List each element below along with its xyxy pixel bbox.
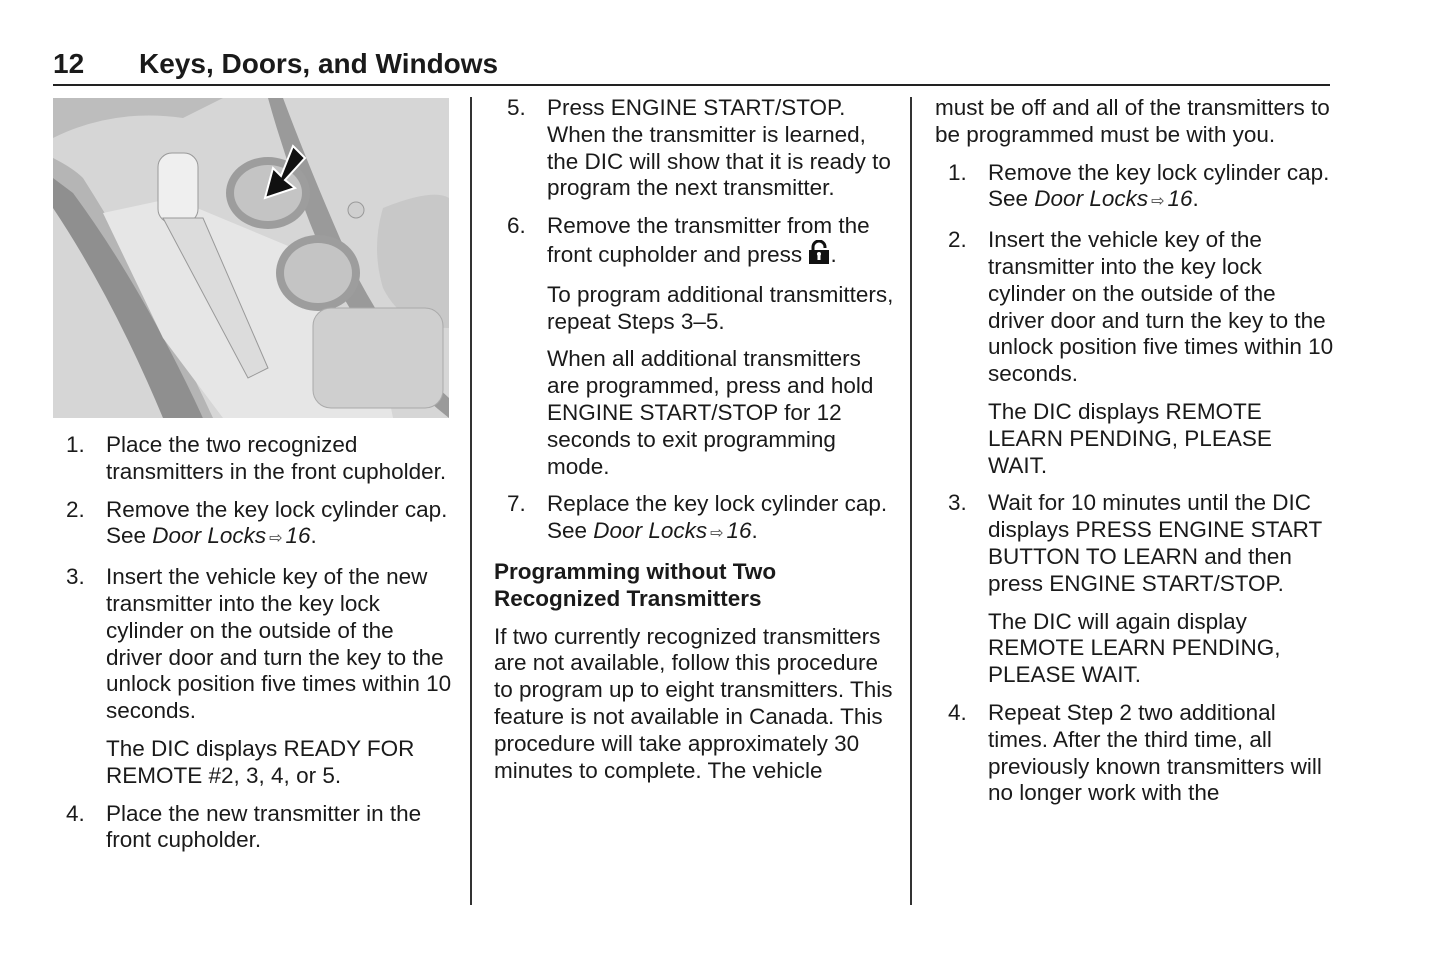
step-number: 1.	[948, 159, 967, 185]
unlock-icon	[808, 240, 830, 271]
page-reference-arrow-icon: ⇨	[710, 525, 724, 543]
step-text: Repeat Step 2 two additional times. After the third time, all previously known transmitters will no longer work with the	[988, 699, 1322, 806]
section-body: If two currently recognized transmitters are not available, follow this procedure to program up to eight transmitters. This feature is not available in Canada. This procedure will take approximately 30 minutes to complete. The vehicle	[494, 623, 893, 783]
step-number: 6.	[507, 213, 526, 239]
step-text: Place the new transmitter in the front cupholder.	[106, 800, 422, 853]
door-locks-link[interactable]: Door Locks	[1034, 186, 1149, 212]
punctuation: .	[1192, 186, 1199, 212]
step-1	[935, 160, 1335, 217]
column-divider	[470, 97, 472, 905]
step-3	[53, 564, 453, 725]
step-6-note-1: To program additional transmitters, repeat Steps 3–5.	[547, 281, 894, 334]
step-text: Place the two recognized transmitters in the front cupholder.	[106, 432, 447, 484]
section-heading: Programming without Two Recognized Transmitters	[494, 558, 777, 611]
column-divider	[910, 97, 912, 905]
step-text: Wait for 10 minutes until the DIC displays PRESS ENGINE START BUTTON TO LEARN and then press ENGINE START/STOP.	[988, 490, 1322, 596]
step-number: 2.	[948, 227, 967, 253]
step-text: Insert the vehicle key of the transmitter into the key lock cylinder on the outside of the driver door and turn the key to the unlock position five times within 10 seconds.	[988, 227, 1334, 387]
step-7	[494, 491, 894, 548]
step-3-note: The DIC displays READY FOR REMOTE #2, 3, 4, or 5.	[106, 735, 415, 788]
page-header	[53, 46, 1330, 86]
intro-text: must be off and all of the transmitters to be programmed must be with you.	[935, 95, 1330, 147]
step-number: 1.	[66, 432, 85, 457]
step-number: 5.	[507, 95, 526, 120]
step-3-note: The DIC will again display REMOTE LEARN PENDING, PLEASE WAIT.	[988, 608, 1281, 688]
step-text: Insert the vehicle key of the new transmitter into the key lock cylinder on the outside of the driver door and turn the key to the unlock position five times within 10 seconds.	[106, 564, 452, 724]
punctuation: .	[310, 523, 317, 549]
step-number: 4.	[66, 800, 85, 826]
step-6	[494, 213, 894, 271]
step-6-note-2: When all additional transmitters are programmed, press and hold ENGINE START/STOP for 12 seconds to exit programming mode.	[547, 346, 874, 479]
step-2	[53, 497, 453, 554]
section-title: Keys, Doors, and Windows	[139, 48, 499, 79]
step-number: 4.	[948, 699, 967, 725]
page-reference-arrow-icon: ⇨	[269, 530, 283, 548]
step-number: 3.	[66, 564, 85, 590]
step-number: 2.	[66, 496, 85, 522]
step-4	[53, 801, 453, 855]
punctuation: .	[830, 241, 837, 267]
page-reference[interactable]: 16	[285, 523, 311, 549]
page-reference[interactable]: 16	[1167, 186, 1193, 212]
step-3	[935, 490, 1335, 597]
page-reference[interactable]: 16	[726, 518, 752, 544]
step-text: Replace the key lock cylinder cap. See	[547, 491, 888, 544]
column-3	[935, 95, 1335, 818]
page-number: 12	[53, 48, 85, 79]
console-cupholder-illustration	[53, 98, 449, 418]
punctuation: .	[751, 518, 758, 544]
step-4	[935, 700, 1335, 807]
step-5	[494, 95, 894, 202]
column-1	[53, 432, 453, 865]
step-text: Remove the key lock cylinder cap. See	[106, 496, 448, 549]
page-reference-arrow-icon: ⇨	[1151, 193, 1165, 211]
step-text: Remove the key lock cylinder cap. See	[988, 159, 1330, 212]
step-2-note: The DIC displays REMOTE LEARN PENDING, PLEASE WAIT.	[988, 398, 1272, 478]
step-text: Press ENGINE START/STOP. When the transmitter is learned, the DIC will show that it is ready to program the next transmitter.	[547, 95, 891, 201]
column-2	[494, 95, 894, 795]
step-2	[935, 227, 1335, 388]
door-locks-link[interactable]: Door Locks	[152, 523, 267, 549]
step-1	[53, 432, 453, 486]
step-number: 3.	[948, 490, 967, 516]
step-text: Remove the transmitter from the front cupholder and press	[547, 213, 870, 267]
step-number: 7.	[507, 491, 526, 517]
door-locks-link[interactable]: Door Locks	[593, 518, 708, 544]
